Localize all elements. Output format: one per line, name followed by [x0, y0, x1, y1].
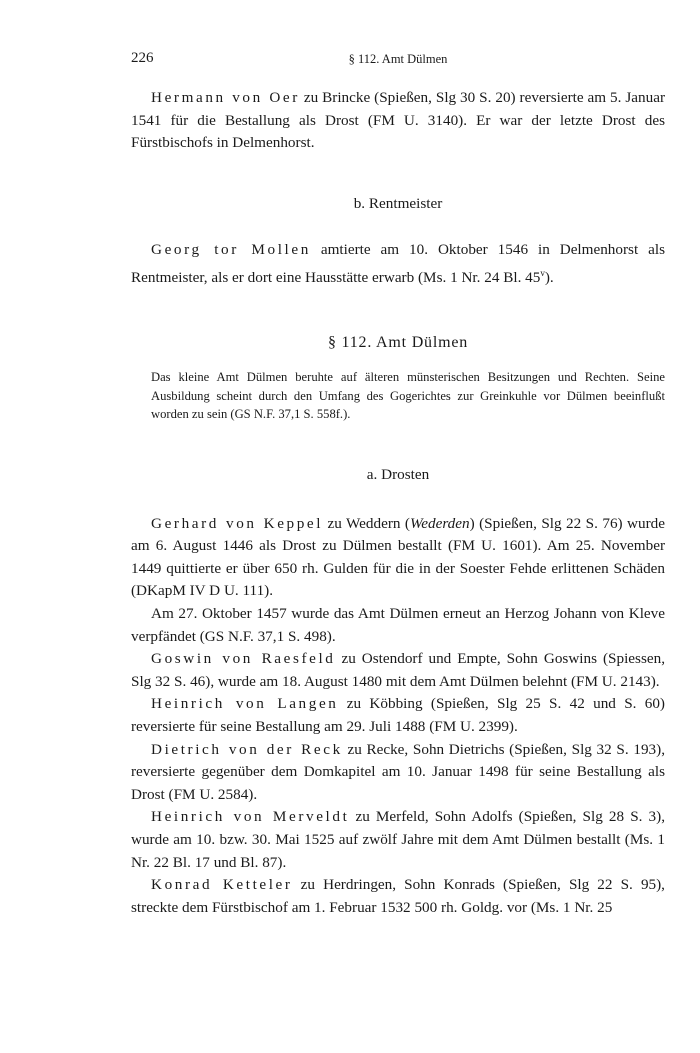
person-name: Heinrich von Langen [151, 695, 339, 713]
superscript: v [540, 267, 545, 278]
entry-text: zu Ostendorf und Empte, Sohn Goswins (Spiessen, Slg 32 S. 46), wurde am 18. August 1480 mit dem Amt Dülmen belehnt (FM U. 2143). [131, 650, 665, 690]
entry-goswin-von-raesfeld [131, 648, 665, 693]
page-number: 226 [131, 50, 154, 66]
section-intro: Das kleine Amt Dülmen beruhte auf älteren münsterischen Besitzungen und Rechten. Seine Ausbildung scheint durch den Umfang des Gogerichtes zur Greinkuhle vor Dülmen beeinflußt worden zu sein (GS N.F. 37,1 S. 558f.). [151, 370, 665, 422]
section-title: § 112. Amt Dülmen [327, 333, 469, 351]
person-name: Goswin von Raesfeld [151, 650, 336, 668]
paragraph-text: amtierte am 10. Oktober 1546 in Delmenhorst als Rentmeister, als er dort eine Hausstätte erwarb (Ms. 1 Nr. 24 Bl. 45 [131, 241, 665, 287]
entry-text: zu Recke, Sohn Dietrichs (Spießen, Slg 32 S. 193), reversierte gegenüber dem Domkapitel am 10. Januar 1498 für seine Bestallung als Drost (FM U. 2584). [131, 740, 665, 803]
running-head: § 112. Amt Dülmen [348, 52, 448, 66]
entry-konrad-ketteler [131, 874, 665, 919]
subheading-rentmeister: b. Rentmeister [353, 194, 443, 212]
entry-text: zu Herdringen, Sohn Konrads (Spießen, Slg 22 S. 95), streckte dem Fürstbischof am 1. Februar 1532 500 rh. Goldg. vor (Ms. 1 Nr. 25 [131, 876, 665, 916]
entry-heinrich-von-merveldt [131, 806, 665, 874]
person-name: Konrad Ketteler [151, 876, 293, 894]
entry-text: zu Weddern ( [323, 514, 410, 532]
person-name: Gerhard von Keppel [151, 514, 324, 532]
paragraph-hermann-von-oer [131, 87, 665, 155]
entry-continuation: Am 27. Oktober 1457 wurde das Amt Dülmen erneut an Herzog Johann von Kleve verpfändet (GS N.F. 37,1 S. 498). [131, 604, 665, 645]
paragraph-end: ). [544, 269, 554, 287]
entry-heinrich-von-langen [131, 693, 665, 738]
subheading-drosten: a. Drosten [366, 466, 430, 483]
entry-italic: Wederden [409, 514, 470, 532]
person-name: Hermann von Oer [151, 89, 300, 106]
entry-text: zu Merfeld, Sohn Adolfs (Spießen, Slg 28 S. 3), wurde am 10. bzw. 30. Mai 1525 auf zwölf Jahre mit dem Amt Dülmen bestallt (Ms. 1 Nr. 22 Bl. 17 und Bl. 87). [131, 808, 665, 871]
entry-text: ) (Spießen, Slg 22 S. 76) wurde am 6. August 1446 als Drost zu Dülmen bestallt (FM U. 1601). Am 25. November 1449 quittierte er über 650 rh. Gulden für die in der Soester Fehde erlittenen Schäden (DKapM IV D U. 111). [131, 514, 665, 600]
page-body [131, 87, 665, 919]
paragraph-georg-tor-mollen [131, 239, 665, 289]
person-name: Heinrich von Merveldt [151, 808, 350, 826]
entry-text: zu Köbbing (Spießen, Slg 25 S. 42 und S. 60) reversierte für seine Bestallung am 29. Juli 1488 (FM U. 2399). [131, 695, 665, 735]
entry-gerhard-von-keppel [131, 513, 665, 603]
person-name: Georg tor Mollen [151, 241, 311, 259]
entry-dietrich-von-der-reck [131, 739, 665, 807]
page-header [131, 50, 665, 70]
paragraph-text: zu Brincke (Spießen, Slg 30 S. 20) reversierte am 5. Januar 1541 für die Bestallung als Drost (FM U. 3140). Er war der letzte Drost des Fürstbischofs in Delmenhorst. [131, 89, 666, 152]
person-name: Dietrich von der Reck [151, 740, 343, 758]
